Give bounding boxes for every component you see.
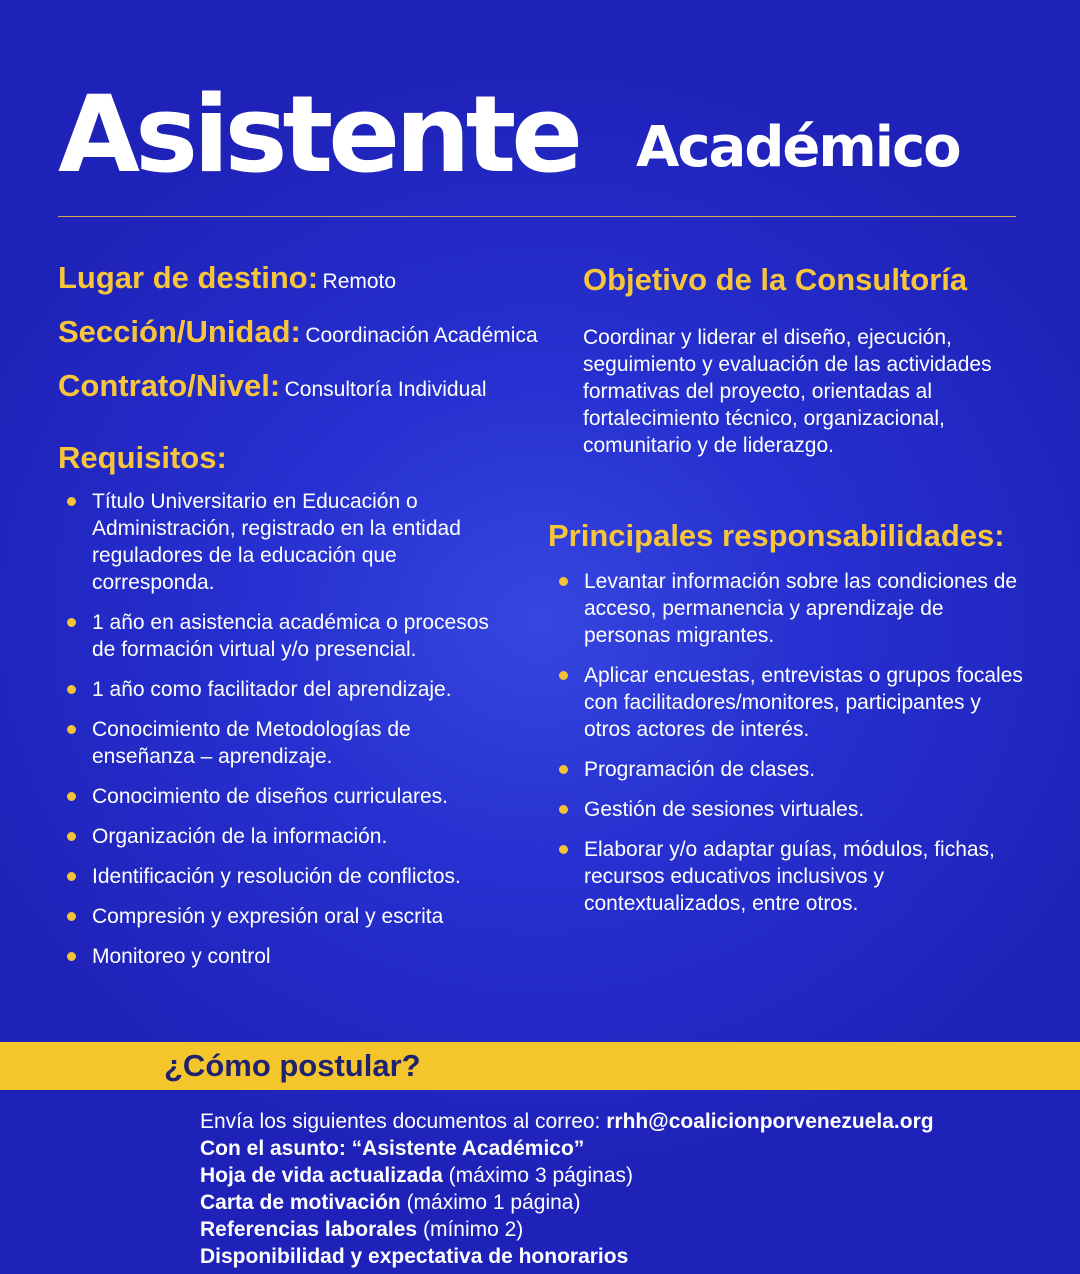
list-item: Conocimiento de Metodologías de enseñanza – aprendizaje.: [58, 716, 498, 770]
list-item: Título Universitario en Educación o Administración, registrado en la entidad reguladores de la educación que corresponda.: [58, 488, 498, 596]
list-item: Elaborar y/o adaptar guías, módulos, fichas, recursos educativos inclusivos y contextualizados, entre otros.: [550, 836, 1030, 917]
responsabilidades-list: [550, 568, 1030, 930]
postular-asunto: Con el asunto: “Asistente Académico”: [200, 1137, 585, 1160]
title-sub: Académico: [636, 115, 960, 180]
list-item: Compresión y expresión oral y escrita: [58, 903, 498, 930]
info-lugar: [58, 260, 396, 296]
bullet-icon: [67, 725, 76, 734]
requisitos-heading: Requisitos:: [58, 440, 227, 475]
bullet-icon: [67, 872, 76, 881]
postular-heading: ¿Cómo postular?: [164, 1048, 421, 1083]
bullet-icon: [67, 952, 76, 961]
bullet-icon: [67, 618, 76, 627]
bullet-icon: [559, 577, 568, 586]
info-contrato: [58, 368, 487, 404]
list-item: Gestión de sesiones virtuales.: [550, 796, 1030, 823]
title-divider: [58, 216, 1016, 217]
bullet-icon: [67, 685, 76, 694]
list-item: 1 año como facilitador del aprendizaje.: [58, 676, 498, 703]
doc-item: Hoja de vida actualizada (máximo 3 páginas): [200, 1164, 634, 1187]
list-item: Monitoreo y control: [58, 943, 498, 970]
doc-item: Carta de motivación (máximo 1 página): [200, 1191, 581, 1214]
bullet-icon: [67, 497, 76, 506]
objetivo-text: Coordinar y liderar el diseño, ejecución, seguimiento y evaluación de las actividades formativas del proyecto, orientadas al fortalecimiento técnico, organizacional, comunitario y de liderazgo.: [583, 326, 992, 457]
bullet-icon: [559, 671, 568, 680]
list-item: Levantar información sobre las condiciones de acceso, permanencia y aprendizaje de personas migrantes.: [550, 568, 1030, 649]
bullet-icon: [559, 845, 568, 854]
postular-intro-line: [200, 1108, 934, 1135]
list-item: Conocimiento de diseños curriculares.: [58, 783, 498, 810]
doc-item: Disponibilidad y expectativa de honorarios: [200, 1245, 629, 1268]
responsabilidades-heading: Principales responsabilidades:: [548, 518, 1005, 553]
list-item: 1 año en asistencia académica o procesos de formación virtual y/o presencial.: [58, 609, 498, 663]
info-label: Sección/Unidad:: [58, 314, 301, 349]
bullet-icon: [67, 832, 76, 841]
list-item: Programación de clases.: [550, 756, 1030, 783]
postular-intro: Envía los siguientes documentos al correo:: [200, 1110, 607, 1133]
info-label: Contrato/Nivel:: [58, 368, 281, 403]
info-seccion: [58, 314, 538, 350]
info-value: Consultoría Individual: [284, 378, 487, 401]
page-title: [58, 73, 1038, 196]
bullet-icon: [67, 792, 76, 801]
bullet-icon: [559, 765, 568, 774]
objetivo-heading: Objetivo de la Consultoría: [583, 262, 968, 297]
email-link[interactable]: rrhh@coalicionporvenezuela.org: [606, 1110, 934, 1133]
list-item: Identificación y resolución de conflictos.: [58, 863, 498, 890]
bullet-icon: [559, 805, 568, 814]
info-label: Lugar de destino:: [58, 260, 319, 295]
list-item: Organización de la información.: [58, 823, 498, 850]
requisitos-list: [58, 488, 498, 983]
title-main: Asistente: [58, 73, 579, 196]
info-value: Remoto: [322, 270, 397, 293]
postular-band: [0, 1042, 1080, 1090]
bullet-icon: [67, 912, 76, 921]
list-item: Aplicar encuestas, entrevistas o grupos focales con facilitadores/monitores, participantes y otros actores de interés.: [550, 662, 1030, 743]
info-value: Coordinación Académica: [305, 324, 538, 347]
doc-item: Referencias laborales (mínimo 2): [200, 1218, 524, 1241]
postular-details: [200, 1108, 934, 1270]
